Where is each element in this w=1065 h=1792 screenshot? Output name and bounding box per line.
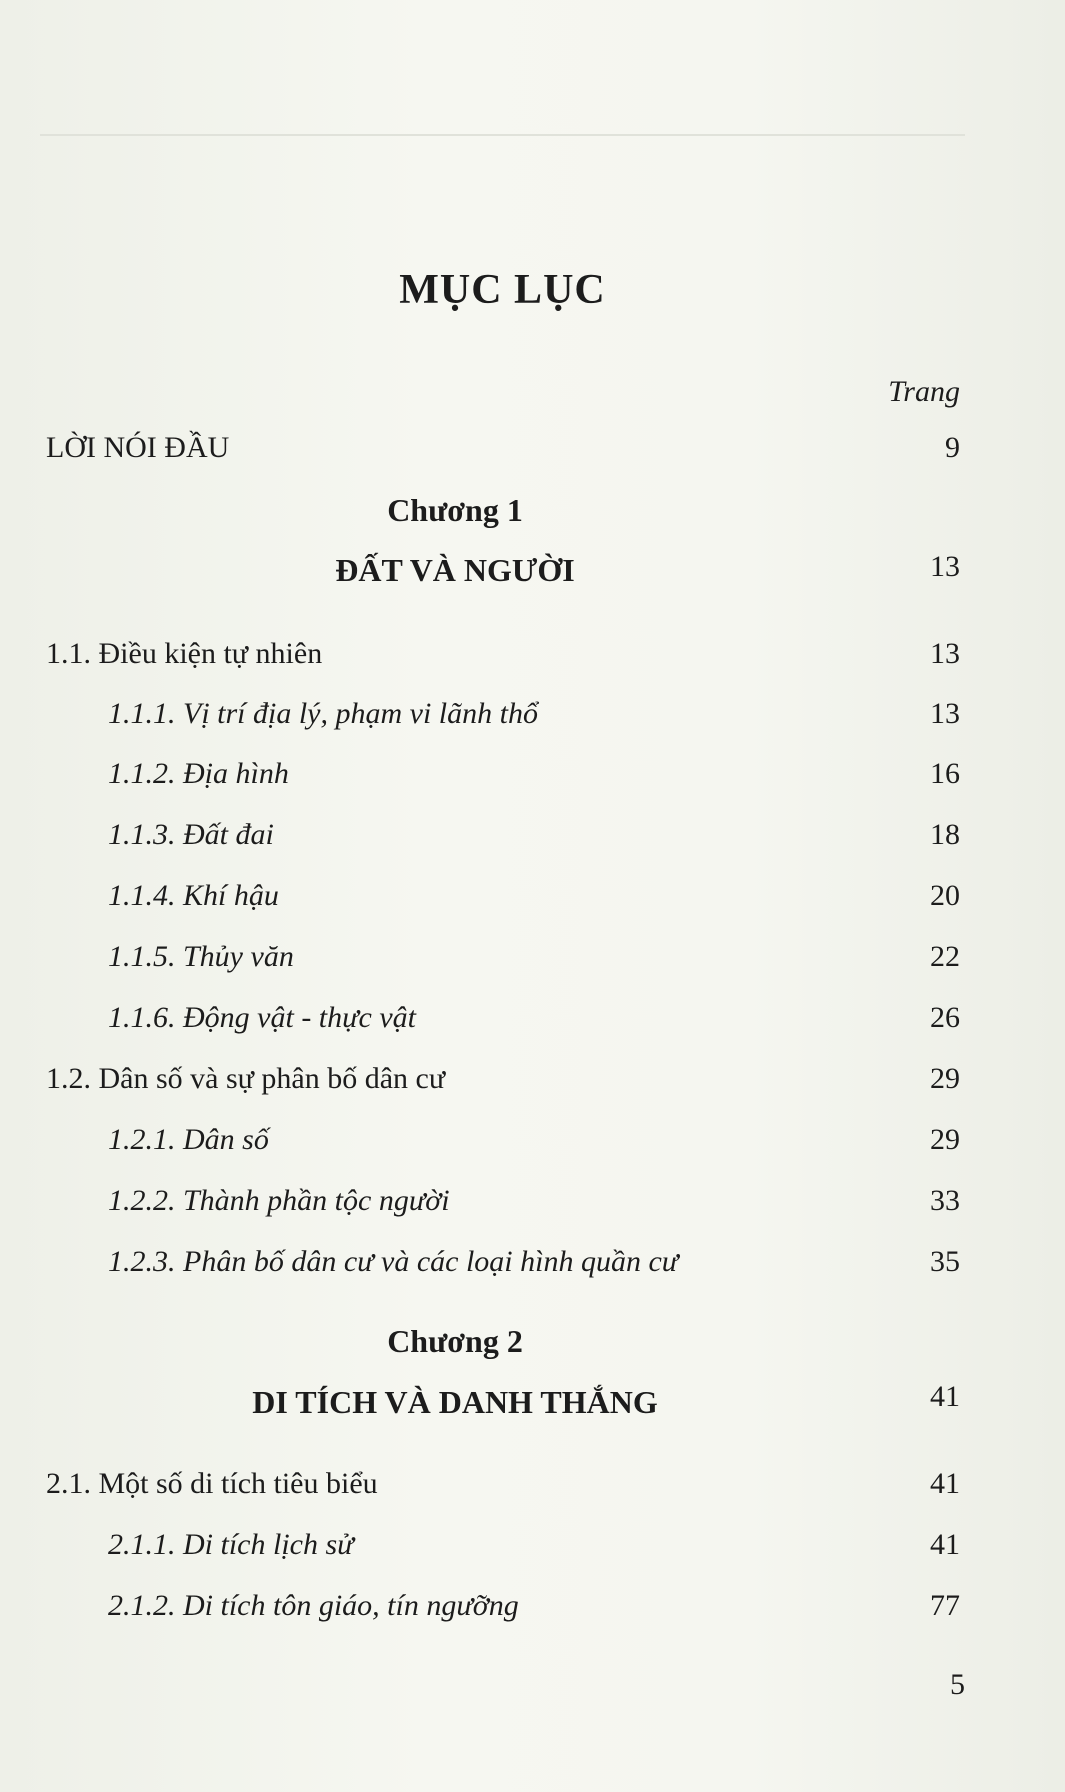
toc-page-1-2-1: 29 [930, 1123, 960, 1156]
toc-page-1-1-1: 13 [930, 697, 960, 730]
chapter-2-label: Chương 2 [387, 1323, 523, 1359]
toc-entry-2-1-1: 2.1.1. Di tích lịch sử [108, 1528, 354, 1561]
toc-entry-2-1-2: 2.1.2. Di tích tôn giáo, tín ngưỡng [108, 1589, 519, 1622]
toc-entry-1-1-5: 1.1.5. Thủy văn [108, 940, 294, 973]
toc-page-1-1-3: 18 [930, 818, 960, 851]
chapter-1-name: ĐẤT VÀ NGƯỜI [335, 552, 575, 588]
toc-entry-foreword: LỜI NÓI ĐẦU [46, 431, 230, 464]
toc-page-foreword: 9 [945, 431, 960, 464]
toc-entry-1-2-1: 1.2.1. Dân số [108, 1123, 269, 1156]
toc-page-1-1-5: 22 [930, 940, 960, 973]
toc-page-1-1-2: 16 [930, 757, 960, 790]
toc-entry-1-1-2: 1.1.2. Địa hình [108, 757, 289, 790]
toc-entry-1-1-1: 1.1.1. Vị trí địa lý, phạm vi lãnh thổ [108, 697, 538, 730]
toc-entry-1-1-3: 1.1.3. Đất đai [108, 818, 274, 851]
chapter-1-page: 13 [930, 550, 960, 583]
page-number: 5 [950, 1668, 965, 1701]
toc-entry-1-2-3: 1.2.3. Phân bố dân cư và các loại hình quần cư [108, 1245, 679, 1278]
toc-page-1-2-2: 33 [930, 1184, 960, 1217]
bleed-through-rule [40, 134, 965, 136]
toc-page-1-1-6: 26 [930, 1001, 960, 1034]
toc-page-2-1-1: 41 [930, 1528, 960, 1561]
toc-entry-1-1-6: 1.1.6. Động vật - thực vật [108, 1001, 416, 1034]
toc-entry-1-1: 1.1. Điều kiện tự nhiên [46, 637, 323, 670]
toc-page-1-1-4: 20 [930, 879, 960, 912]
chapter-1-label: Chương 1 [387, 492, 523, 528]
page-title: MỤC LỤC [399, 267, 606, 313]
toc-entry-1-2-2: 1.2.2. Thành phần tộc người [108, 1184, 450, 1217]
page-column-label: Trang [888, 375, 960, 408]
chapter-2-page: 41 [930, 1380, 960, 1413]
toc-page-1-1: 13 [930, 637, 960, 670]
chapter-2-name: DI TÍCH VÀ DANH THẮNG [252, 1384, 658, 1420]
toc-page-2-1: 41 [930, 1467, 960, 1500]
toc-entry-2-1: 2.1. Một số di tích tiêu biểu [46, 1467, 378, 1500]
toc-page-1-2: 29 [930, 1062, 960, 1095]
toc-page-2-1-2: 77 [930, 1589, 960, 1622]
toc-entry-1-1-4: 1.1.4. Khí hậu [108, 879, 279, 912]
toc-entry-1-2: 1.2. Dân số và sự phân bố dân cư [46, 1062, 446, 1095]
toc-page-1-2-3: 35 [930, 1245, 960, 1278]
